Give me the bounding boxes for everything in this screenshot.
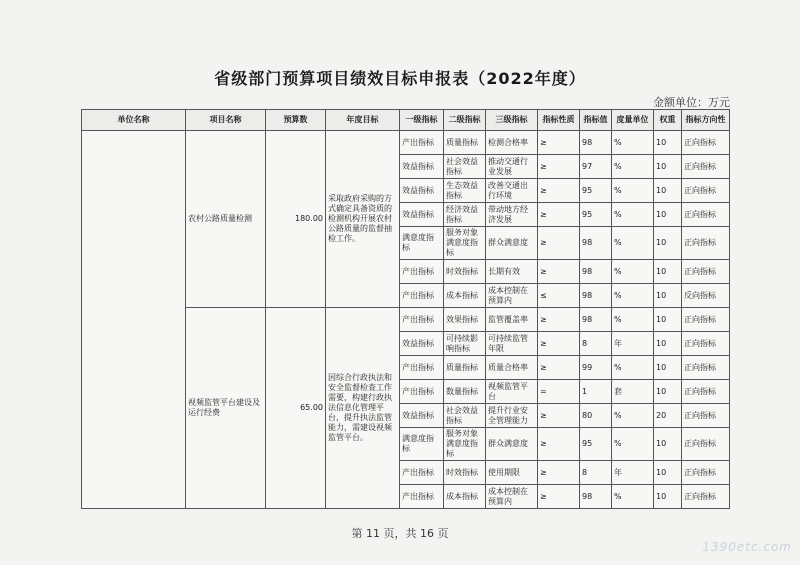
weight-cell: 10	[654, 356, 682, 380]
indicator-value-cell: 98	[580, 284, 612, 308]
level1-indicator-cell: 效益指标	[400, 179, 444, 203]
level3-indicator-cell: 可持续监管年限	[486, 332, 538, 356]
level1-indicator-cell: 产出指标	[400, 356, 444, 380]
level3-indicator-cell: 视频监管平台	[486, 380, 538, 404]
unit-name-cell	[82, 131, 186, 509]
indicator-direction-cell: 正向指标	[682, 308, 730, 332]
column-header: 项目名称	[186, 110, 266, 131]
table-row	[82, 131, 730, 155]
measure-unit-cell: %	[612, 131, 654, 155]
indicator-nature-cell: ≥	[538, 308, 580, 332]
level1-indicator-cell: 产出指标	[400, 461, 444, 485]
project-name-cell: 视频监管平台建设及运行经费	[186, 308, 266, 509]
indicator-direction-cell: 正向指标	[682, 404, 730, 428]
measure-unit-cell: %	[612, 203, 654, 227]
header-row	[82, 110, 730, 131]
indicator-nature-cell: ≥	[538, 227, 580, 260]
indicator-value-cell: 95	[580, 203, 612, 227]
indicator-nature-cell: =	[538, 380, 580, 404]
level1-indicator-cell: 效益指标	[400, 332, 444, 356]
indicator-value-cell: 98	[580, 260, 612, 284]
indicator-nature-cell: ≥	[538, 356, 580, 380]
indicator-nature-cell: ≥	[538, 260, 580, 284]
level1-indicator-cell: 产出指标	[400, 380, 444, 404]
indicator-direction-cell: 正向指标	[682, 428, 730, 461]
weight-cell: 10	[654, 332, 682, 356]
indicator-direction-cell: 正向指标	[682, 203, 730, 227]
indicator-nature-cell: ≤	[538, 284, 580, 308]
weight-cell: 10	[654, 284, 682, 308]
level2-indicator-cell: 可持续影响指标	[444, 332, 486, 356]
indicator-value-cell: 8	[580, 461, 612, 485]
measure-unit-cell: 套	[612, 380, 654, 404]
indicator-direction-cell: 正向指标	[682, 227, 730, 260]
page-title: 省级部门预算项目绩效目标申报表（2022年度）	[214, 69, 586, 88]
measure-unit-cell: %	[612, 308, 654, 332]
indicator-nature-cell: ≥	[538, 179, 580, 203]
indicator-direction-cell: 正向指标	[682, 131, 730, 155]
measure-unit-cell: %	[612, 356, 654, 380]
indicator-direction-cell: 正向指标	[682, 380, 730, 404]
measure-unit-cell: %	[612, 428, 654, 461]
indicator-direction-cell: 正向指标	[682, 461, 730, 485]
weight-cell: 10	[654, 308, 682, 332]
annual-goal-cell: 因综合行政执法和安全监督检查工作需要，构建行政执法信息化管理平台，提升执法监管能力，需建设视频监管平台。	[326, 308, 400, 509]
performance-table	[81, 109, 730, 509]
indicator-direction-cell: 正向指标	[682, 356, 730, 380]
measure-unit-cell: %	[612, 227, 654, 260]
level3-indicator-cell: 群众满意度	[486, 227, 538, 260]
level2-indicator-cell: 服务对象满意度指标	[444, 227, 486, 260]
column-header: 年度目标	[326, 110, 400, 131]
weight-cell: 10	[654, 461, 682, 485]
weight-cell: 10	[654, 485, 682, 509]
measure-unit-cell: %	[612, 179, 654, 203]
measure-unit-cell: %	[612, 284, 654, 308]
level1-indicator-cell: 满意度指标	[400, 428, 444, 461]
level1-indicator-cell: 效益指标	[400, 203, 444, 227]
amount-unit-label: 金额单位：万元	[653, 96, 730, 109]
indicator-value-cell: 98	[580, 485, 612, 509]
project-name-cell: 农村公路质量检测	[186, 131, 266, 308]
level3-indicator-cell: 群众满意度	[486, 428, 538, 461]
level1-indicator-cell: 产出指标	[400, 485, 444, 509]
indicator-value-cell: 97	[580, 155, 612, 179]
level3-indicator-cell: 监管覆盖率	[486, 308, 538, 332]
level2-indicator-cell: 社会效益指标	[444, 404, 486, 428]
level3-indicator-cell: 改善交通出行环境	[486, 179, 538, 203]
indicator-direction-cell: 反向指标	[682, 284, 730, 308]
measure-unit-cell: %	[612, 485, 654, 509]
level2-indicator-cell: 服务对象满意度指标	[444, 428, 486, 461]
column-header: 指标值	[580, 110, 612, 131]
column-header: 预算数	[266, 110, 326, 131]
weight-cell: 10	[654, 155, 682, 179]
column-header: 权重	[654, 110, 682, 131]
level2-indicator-cell: 经济效益指标	[444, 203, 486, 227]
column-header: 一级指标	[400, 110, 444, 131]
level3-indicator-cell: 成本控制在预算内	[486, 485, 538, 509]
indicator-value-cell: 98	[580, 227, 612, 260]
indicator-nature-cell: ≥	[538, 131, 580, 155]
indicator-value-cell: 98	[580, 308, 612, 332]
indicator-nature-cell: ≥	[538, 485, 580, 509]
indicator-nature-cell: ≥	[538, 428, 580, 461]
indicator-value-cell: 8	[580, 332, 612, 356]
level2-indicator-cell: 时效指标	[444, 461, 486, 485]
level2-indicator-cell: 成本指标	[444, 485, 486, 509]
indicator-nature-cell: ≥	[538, 461, 580, 485]
level1-indicator-cell: 效益指标	[400, 155, 444, 179]
budget-cell: 180.00	[266, 131, 326, 308]
level2-indicator-cell: 质量指标	[444, 131, 486, 155]
weight-cell: 10	[654, 428, 682, 461]
weight-cell: 10	[654, 179, 682, 203]
measure-unit-cell: %	[612, 404, 654, 428]
indicator-value-cell: 98	[580, 131, 612, 155]
level2-indicator-cell: 数量指标	[444, 380, 486, 404]
indicator-nature-cell: ≥	[538, 404, 580, 428]
level1-indicator-cell: 产出指标	[400, 131, 444, 155]
level3-indicator-cell: 带动地方经济发展	[486, 203, 538, 227]
annual-goal-cell: 采取政府采购的方式确定具备资质的检测机构开展农村公路质量的监督抽检工作。	[326, 131, 400, 308]
indicator-direction-cell: 正向指标	[682, 179, 730, 203]
column-header: 单位名称	[82, 110, 186, 131]
level1-indicator-cell: 产出指标	[400, 308, 444, 332]
level3-indicator-cell: 质量合格率	[486, 356, 538, 380]
column-header: 二级指标	[444, 110, 486, 131]
column-header: 指标方向性	[682, 110, 730, 131]
indicator-direction-cell: 正向指标	[682, 485, 730, 509]
budget-cell: 65.00	[266, 308, 326, 509]
weight-cell: 10	[654, 380, 682, 404]
indicator-value-cell: 1	[580, 380, 612, 404]
level1-indicator-cell: 产出指标	[400, 284, 444, 308]
level2-indicator-cell: 社会效益指标	[444, 155, 486, 179]
indicator-nature-cell: ≥	[538, 332, 580, 356]
level3-indicator-cell: 检测合格率	[486, 131, 538, 155]
weight-cell: 10	[654, 227, 682, 260]
indicator-direction-cell: 正向指标	[682, 155, 730, 179]
indicator-value-cell: 80	[580, 404, 612, 428]
level2-indicator-cell: 时效指标	[444, 260, 486, 284]
indicator-nature-cell: ≥	[538, 203, 580, 227]
indicator-direction-cell: 正向指标	[682, 260, 730, 284]
level1-indicator-cell: 满意度指标	[400, 227, 444, 260]
measure-unit-cell: 年	[612, 332, 654, 356]
measure-unit-cell: 年	[612, 461, 654, 485]
measure-unit-cell: %	[612, 155, 654, 179]
level2-indicator-cell: 质量指标	[444, 356, 486, 380]
level3-indicator-cell: 推动交通行业发展	[486, 155, 538, 179]
level3-indicator-cell: 长期有效	[486, 260, 538, 284]
weight-cell: 10	[654, 203, 682, 227]
level2-indicator-cell: 效果指标	[444, 308, 486, 332]
level3-indicator-cell: 成本控制在预算内	[486, 284, 538, 308]
weight-cell: 10	[654, 260, 682, 284]
indicator-direction-cell: 正向指标	[682, 332, 730, 356]
level2-indicator-cell: 生态效益指标	[444, 179, 486, 203]
indicator-value-cell: 95	[580, 428, 612, 461]
level3-indicator-cell: 提升行业安全管理能力	[486, 404, 538, 428]
level2-indicator-cell: 成本指标	[444, 284, 486, 308]
indicator-nature-cell: ≥	[538, 155, 580, 179]
weight-cell: 20	[654, 404, 682, 428]
level1-indicator-cell: 效益指标	[400, 404, 444, 428]
weight-cell: 10	[654, 131, 682, 155]
column-header: 指标性质	[538, 110, 580, 131]
level1-indicator-cell: 产出指标	[400, 260, 444, 284]
indicator-value-cell: 95	[580, 179, 612, 203]
page-footer: 第 11 页，共 16 页	[351, 527, 449, 540]
column-header: 度量单位	[612, 110, 654, 131]
column-header: 三级指标	[486, 110, 538, 131]
measure-unit-cell: %	[612, 260, 654, 284]
level3-indicator-cell: 使用期限	[486, 461, 538, 485]
watermark: 1390etc.com	[702, 540, 792, 554]
indicator-value-cell: 99	[580, 356, 612, 380]
